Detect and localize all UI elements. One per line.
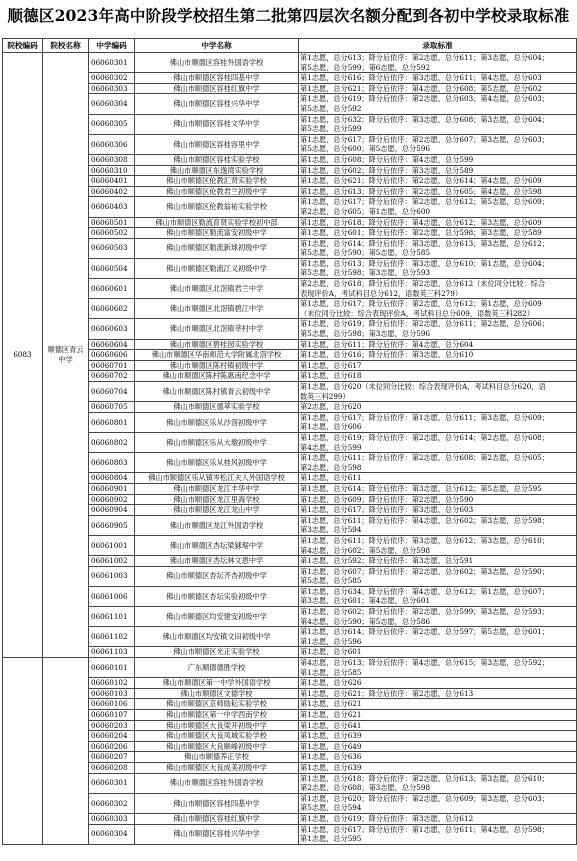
table-row (3, 339, 577, 350)
admission-standard: 第1志愿，总分619；降分后依序：第2志愿，总分603；第4志愿，总分603； 第5志愿，总分592 (299, 94, 577, 114)
middle-school-name: 佛山市顺德区北滘镇莘村中学 (135, 319, 299, 339)
middle-school-code: 06060804 (89, 473, 135, 484)
middle-school-name: 佛山市顺德区碧桂园实验学校 (135, 339, 299, 350)
admission-standard: 第4志愿，总分613；降分后依序：第4志愿，总分615；第3志愿，总分592； 第1志愿，总分585 (299, 658, 577, 678)
school-name-cell (43, 658, 89, 845)
admission-standard: 第1志愿，总分613；降分后依序：第2志愿，总分605；第4志愿，总分598 (299, 186, 577, 197)
middle-school-code: 06060705 (89, 402, 135, 413)
header-middle-code: 中学编码 (89, 39, 135, 53)
admission-standard: 第1志愿，总分607；降分后依序：第2志愿，总分602；第3志愿，总分590； 第5志愿，总分585 (299, 566, 577, 586)
middle-school-name: 佛山市顺德区东逸湾实验学校 (135, 165, 299, 176)
middle-school-name: 佛山市顺德区大良梁开初级中学 (135, 720, 299, 731)
middle-school-name: 佛山市顺德区容桂兴华中学 (135, 824, 299, 844)
admission-standard: 第1志愿，总分601；降分后依序：第2志愿，总分598；第3志愿，总分589 (299, 228, 577, 239)
middle-school-name: 佛山市顺德区龙江里海学校 (135, 494, 299, 505)
admission-standard: 第1志愿，总分641 (299, 720, 577, 731)
middle-school-name: 佛山市顺德区第一中学西南学校 (135, 710, 299, 721)
table-row (3, 556, 577, 567)
table-row (3, 515, 577, 535)
middle-school-name: 佛山市顺德区容桂容里中学 (135, 134, 299, 154)
table-row (3, 658, 577, 678)
table-row (3, 154, 577, 165)
middle-school-name: 佛山市顺德区勒流育贤实验学校初中部 (135, 217, 299, 228)
middle-school-name: 佛山市顺德区勒流江义初级中学 (135, 258, 299, 278)
middle-school-name: 佛山市顺德区德萃实验学校 (135, 402, 299, 413)
table-header-row (3, 39, 577, 53)
admission-standard: 第1志愿，总分634；降分后依序：第4志愿，总分612；第1志愿，总分607； 第3志愿，总分601；第4志愿，总分601 (299, 586, 577, 606)
table-row (3, 483, 577, 494)
school-code-cell (3, 658, 43, 845)
table-row (3, 752, 577, 763)
middle-school-code: 06060701 (89, 360, 135, 371)
table-row (3, 566, 577, 586)
middle-school-name: 佛山市顺德区大良凤城实验学校 (135, 731, 299, 742)
admission-standard: 第1志愿，总分617；降分后依序：第1志愿，总分611；第4志愿，总分598； 第1志愿，总分595 (299, 824, 577, 844)
middle-school-code: 06060502 (89, 228, 135, 239)
middle-school-code: 06061103 (89, 647, 135, 658)
middle-school-name: 佛山市顺德区伦教君兰初级中学 (135, 186, 299, 197)
admission-standard: 第1志愿，总分611 (299, 473, 577, 484)
admission-standard: 第1志愿，总分617；降分后依序：第3志愿，总分603 (299, 505, 577, 516)
middle-school-name: 佛山市顺德区大良成美初级中学 (135, 762, 299, 773)
table-row (3, 412, 577, 432)
admission-standard: 第1志愿，总分636 (299, 752, 577, 763)
middle-school-name: 佛山市顺德区第一中学外国语学校 (135, 678, 299, 689)
header-middle-name: 中学名称 (135, 39, 299, 53)
middle-school-code: 06060402 (89, 186, 135, 197)
table-row (3, 299, 577, 319)
admission-standard: 第1志愿，总分619；降分后依序：第2志愿，总分614；第2志愿，总分608； 第4志愿，总分599 (299, 432, 577, 452)
middle-school-name: 佛山市顺德区均安建安初级中学 (135, 607, 299, 627)
middle-school-name: 佛山市顺德区乐从镇岑松江夫人外国语学校 (135, 473, 299, 484)
header-school-code: 院校编码 (3, 39, 43, 53)
page-title: 顺德区2023年高中阶段学校招生第二批第四层次名额分配到各初中学校录取标准 (7, 6, 570, 25)
table-row (3, 165, 577, 176)
middle-school-code: 06060501 (89, 217, 135, 228)
middle-school-code: 06060302 (89, 793, 135, 813)
middle-school-code: 06060306 (89, 134, 135, 154)
table-row (3, 453, 577, 473)
admission-standard: 第1志愿，总分617；降分后依序：第2志愿，总分612；第5志愿，总分609； 第2志愿，总分605；第1志愿，总分600 (299, 197, 577, 217)
table-row (3, 176, 577, 187)
table-row (3, 741, 577, 752)
middle-school-code: 06060403 (89, 197, 135, 217)
middle-school-name: 佛山市顺德区文德学校 (135, 688, 299, 699)
middle-school-code: 06060704 (89, 382, 135, 402)
admission-standard: 第1志愿，总分626 (299, 678, 577, 689)
admission-standard: 第1志愿，总分620；降分后依序：第2志愿，总分609；第3志愿，总分603； 第5志愿，总分594 (299, 793, 577, 813)
table-row (3, 371, 577, 382)
middle-school-code: 06060702 (89, 371, 135, 382)
admission-standard: 第1志愿，总分616；降分后依序：第3志愿，总分611；第4志愿，总分603 (299, 73, 577, 84)
middle-school-name: 佛山市顺德区伦教翁祐实验学校 (135, 197, 299, 217)
admission-standard: 第1志愿，总分613；降分后依序：第3志愿，总分610；第1志愿，总分604； 第5志愿，总分598；第3志愿，总分593 (299, 258, 577, 278)
school-name-cell: 顺德区青云中学 (43, 53, 89, 658)
middle-school-name: 佛山市顺德区光正实验学校 (135, 647, 299, 658)
admission-standard: 第1志愿，总分619；降分后依序：第3志愿，总分612 (299, 813, 577, 824)
table-row (3, 647, 577, 658)
middle-school-name: 佛山市顺德区乐从桂风初级中学 (135, 453, 299, 473)
admission-standard: 第1志愿，总分639 (299, 762, 577, 773)
middle-school-code: 06060310 (89, 165, 135, 176)
middle-school-name: 广东顺德德胜学校 (135, 658, 299, 678)
middle-school-name: 佛山市顺德养正学校 (135, 752, 299, 763)
middle-school-name: 佛山市顺德区乐从沙滘初级中学 (135, 412, 299, 432)
middle-school-code: 06060207 (89, 752, 135, 763)
admission-standard: 第1志愿，总分619；降分后依序：第2志愿，总分611；第2志愿，总分606； 第5志愿，总分598；第3志愿，总分596 (299, 319, 577, 339)
middle-school-name: 佛山市顺德区北滘镇君兰中学 (135, 279, 299, 299)
admission-standard: 第1志愿，总分620（末位同分比较：综合表现评价A，考试科目总分620，语 数英三科299） (299, 382, 577, 402)
admission-standard: 第1志愿，总分614；降分后依序：第3志愿，总分612；第5志愿，总分595 (299, 483, 577, 494)
middle-school-name: 佛山市顺德区容桂兴华中学 (135, 94, 299, 114)
table-row (3, 762, 577, 773)
middle-school-code: 06060604 (89, 339, 135, 350)
middle-school-name: 佛山市顺德区陈村镇青云初级中学 (135, 382, 299, 402)
admission-standard: 第1志愿，总分617 (299, 360, 577, 371)
middle-school-code: 06061006 (89, 586, 135, 606)
table-row (3, 678, 577, 689)
middle-school-code: 06060801 (89, 412, 135, 432)
admission-standard: 第1志愿，总分613；降分后依序：第2志愿，总分611；第3志愿，总分604； 第5志愿，总分599；第6志愿，总分592 (299, 53, 577, 73)
table-row (3, 360, 577, 371)
middle-school-name: 佛山市顺德区伦教汇贤实验学校 (135, 176, 299, 187)
middle-school-name: 佛山市顺德区容桂实验学校 (135, 154, 299, 165)
middle-school-code: 06061001 (89, 535, 135, 555)
table-row (3, 432, 577, 452)
admission-standard: 第1志愿，总分611；降分后依序：第4志愿，总分604 (299, 339, 577, 350)
table-row (3, 350, 577, 361)
admission-standard: 第1志愿，总分602；降分后依序：第2志愿，总分599；第3志愿，总分593； 第4志愿，总分590；第5志愿，总分586 (299, 607, 577, 627)
middle-school-name: 佛山市顺德区龙江外国语学校 (135, 515, 299, 535)
middle-school-name: 佛山市顺德区容桂四基中学 (135, 793, 299, 813)
middle-school-name: 佛山市顺德区容桂外国语学校 (135, 773, 299, 793)
admission-standard: 第1志愿，总分614；降分后依序：第3志愿，总分613；第3志愿，总分612； 第5志愿，总分590；第5志愿，总分585 (299, 238, 577, 258)
middle-school-code: 06060305 (89, 114, 135, 134)
table-row (3, 793, 577, 813)
middle-school-name: 佛山市顺德区龙江龙山中学 (135, 505, 299, 516)
admission-standard: 第1志愿，总分611；降分后依序：第4志愿，总分602；第3志愿，总分598； 第3志愿，总分594 (299, 515, 577, 535)
middle-school-code: 06060303 (89, 83, 135, 94)
middle-school-code: 06060902 (89, 494, 135, 505)
middle-school-name: 佛山市顺德区陈村镇初级中学 (135, 360, 299, 371)
middle-school-name: 佛山市顺德区北滘镇碧江中学 (135, 299, 299, 319)
middle-school-name: 佛山市顺德区大良顺峰初级中学 (135, 741, 299, 752)
table-row (3, 824, 577, 844)
table-row (3, 773, 577, 793)
middle-school-code: 06060101 (89, 658, 135, 678)
table-row (3, 114, 577, 134)
admission-standard: 第1志愿，总分621；降分后依序：第2志愿，总分613 (299, 688, 577, 699)
admission-standard: 第1志愿，总分617；降分后依序：第2志愿，总分607；第3志愿，总分603； 第5志愿，总分600；第5志愿，总分596 (299, 134, 577, 154)
middle-school-code: 06060204 (89, 731, 135, 742)
table-row (3, 688, 577, 699)
middle-school-code: 06060401 (89, 176, 135, 187)
table-row (3, 228, 577, 239)
table-row (3, 238, 577, 258)
middle-school-name: 佛山市顺德区京师励耘实验学校 (135, 699, 299, 710)
middle-school-code: 06061003 (89, 566, 135, 586)
table-row (3, 382, 577, 402)
admission-standard: 第1志愿，总分621；降分后依序：第2志愿，总分614；第4志愿，总分609 (299, 176, 577, 187)
table-row (3, 473, 577, 484)
header-school-name: 院校名称 (43, 39, 89, 53)
middle-school-code: 06060503 (89, 238, 135, 258)
middle-school-name: 佛山市顺德区龙江丰华中学 (135, 483, 299, 494)
admission-standard: 第1志愿，总分621 (299, 710, 577, 721)
middle-school-name: 佛山市顺德区容桂红旗中学 (135, 83, 299, 94)
school-code-cell: 6083 (3, 53, 43, 658)
admission-standard: 第1志愿，总分608；降分后依序：第4志愿，总分599 (299, 154, 577, 165)
table-row (3, 813, 577, 824)
admission-standard: 第1志愿，总分617；降分后依序：第2志愿，总分612；第1志愿，总分609 （末位同分比较：综合表现评价A，考试科目总分609，语数英三科282） (299, 299, 577, 319)
admission-standard: 第1志愿，总分639 (299, 731, 577, 742)
middle-school-code: 06060203 (89, 720, 135, 731)
table-row (3, 94, 577, 114)
admission-standard: 第1志愿，总分617；降分后依序：第1志愿，总分611；第3志愿，总分609； 第1志愿，总分606 (299, 412, 577, 432)
middle-school-code: 06060504 (89, 258, 135, 278)
admission-standard: 第1志愿，总分611；降分后依序：第3志愿，总分612；第3志愿，总分610； 第4志愿，总分602；第5志愿，总分598 (299, 535, 577, 555)
table-row (3, 186, 577, 197)
admission-standard: 第1志愿，总分618 (299, 371, 577, 382)
admission-standard: 第1志愿，总分602；降分后依序：第3志愿，总分589 (299, 165, 577, 176)
middle-school-code: 06060308 (89, 154, 135, 165)
middle-school-code: 06060802 (89, 432, 135, 452)
middle-school-code: 06060208 (89, 762, 135, 773)
admission-standard: 第1志愿，总分601 (299, 647, 577, 658)
middle-school-name: 佛山市顺德区陈村陈惠南纪念中学 (135, 371, 299, 382)
table-row (3, 53, 577, 73)
admission-standard: 第2志愿，总分618；降分后依序：第2志愿，总分612（末位同分比较：综合 表现评价A，考试科目总分612，语数英三科279） (299, 279, 577, 299)
middle-school-code: 06060106 (89, 699, 135, 710)
table-row (3, 699, 577, 710)
table-row (3, 607, 577, 627)
table-row (3, 505, 577, 516)
table-row (3, 627, 577, 647)
middle-school-name: 佛山市顺德区杏坛林文恩中学 (135, 556, 299, 567)
middle-school-code: 06060803 (89, 453, 135, 473)
table-row (3, 535, 577, 555)
middle-school-code: 06060606 (89, 350, 135, 361)
middle-school-name: 佛山市顺德区容桂外国语学校 (135, 53, 299, 73)
table-row (3, 720, 577, 731)
middle-school-name: 佛山市顺德区杏坛梁銶琚中学 (135, 535, 299, 555)
middle-school-name: 佛山市顺德区勒流富安初级中学 (135, 228, 299, 239)
table-row (3, 279, 577, 299)
middle-school-code: 06060302 (89, 73, 135, 84)
middle-school-code: 06060602 (89, 299, 135, 319)
table-row (3, 217, 577, 228)
table-row (3, 731, 577, 742)
middle-school-name: 佛山市顺德区乐从大墩初级中学 (135, 432, 299, 452)
middle-school-code: 06060301 (89, 773, 135, 793)
table-row (3, 586, 577, 606)
middle-school-code: 06060901 (89, 483, 135, 494)
table-row (3, 258, 577, 278)
middle-school-name: 佛山市顺德区容桂文华中学 (135, 114, 299, 134)
middle-school-code: 06061101 (89, 607, 135, 627)
admission-standard: 第1志愿，总分649 (299, 741, 577, 752)
admission-standard: 第1志愿，总分618；降分后依序：第2志愿，总分613；第3志愿，总分610； 第2志愿，总分608；第3志愿，总分598 (299, 773, 577, 793)
middle-school-code: 06060301 (89, 53, 135, 73)
admission-standard: 第2志愿，总分620 (299, 402, 577, 413)
middle-school-name: 佛山市顺德区勒流新球初级中学 (135, 238, 299, 258)
middle-school-code: 06061102 (89, 627, 135, 647)
middle-school-code: 06060103 (89, 688, 135, 699)
admission-standard: 第1志愿，总分621 (299, 699, 577, 710)
middle-school-code: 06060304 (89, 824, 135, 844)
header-standard: 录取标准 (299, 39, 577, 53)
table-row (3, 134, 577, 154)
admission-standard: 第1志愿，总分611；降分后依序：第2志愿，总分608；第2志愿，总分605； 第2志愿，总分598 (299, 453, 577, 473)
middle-school-code: 06060107 (89, 710, 135, 721)
admission-standard: 第1志愿，总分616；降分后依序：第3志愿，总分610 (299, 350, 577, 361)
admission-standard: 第1志愿，总分632；降分后依序：第3志愿，总分608；第3志愿，总分604； 第5志愿，总分599 (299, 114, 577, 134)
middle-school-code: 06060601 (89, 279, 135, 299)
table-row (3, 710, 577, 721)
admission-standard: 第1志愿，总分621；降分后依序：第4志愿，总分608；第5志愿，总分602 (299, 83, 577, 94)
admission-standard: 第1志愿，总分609；降分后依序：第2志愿，总分590 (299, 494, 577, 505)
admission-standard: 第1志愿，总分592；降分后依序：第3志愿，总分591 (299, 556, 577, 567)
middle-school-name: 佛山市顺德区容桂四基中学 (135, 73, 299, 84)
admission-standard: 第1志愿，总分618；降分后依序：第4志愿，总分612；第3志愿，总分609 (299, 217, 577, 228)
table-row (3, 83, 577, 94)
middle-school-name: 佛山市顺德区杏坛齐杏初级中学 (135, 566, 299, 586)
middle-school-name: 佛山市顺德区均安镇文田初级中学 (135, 627, 299, 647)
table-row (3, 494, 577, 505)
middle-school-name: 佛山市顺德区杏坛实验初级中学 (135, 586, 299, 606)
middle-school-code: 06060102 (89, 678, 135, 689)
admission-table (2, 38, 577, 845)
middle-school-code: 06060206 (89, 741, 135, 752)
middle-school-code: 06060904 (89, 505, 135, 516)
table-row (3, 402, 577, 413)
table-row (3, 197, 577, 217)
middle-school-code: 06060304 (89, 94, 135, 114)
admission-standard: 第1志愿，总分614；降分后依序：第2志愿，总分597；第5志愿，总分601； 第1志愿，总分596 (299, 627, 577, 647)
middle-school-code: 06061002 (89, 556, 135, 567)
middle-school-name: 佛山市顺德区华南师范大学附属北滘学校 (135, 350, 299, 361)
table-row (3, 73, 577, 84)
table-row (3, 319, 577, 339)
middle-school-name: 佛山市顺德区容桂红旗中学 (135, 813, 299, 824)
middle-school-code: 06060303 (89, 813, 135, 824)
middle-school-code: 06060603 (89, 319, 135, 339)
middle-school-code: 06060905 (89, 515, 135, 535)
